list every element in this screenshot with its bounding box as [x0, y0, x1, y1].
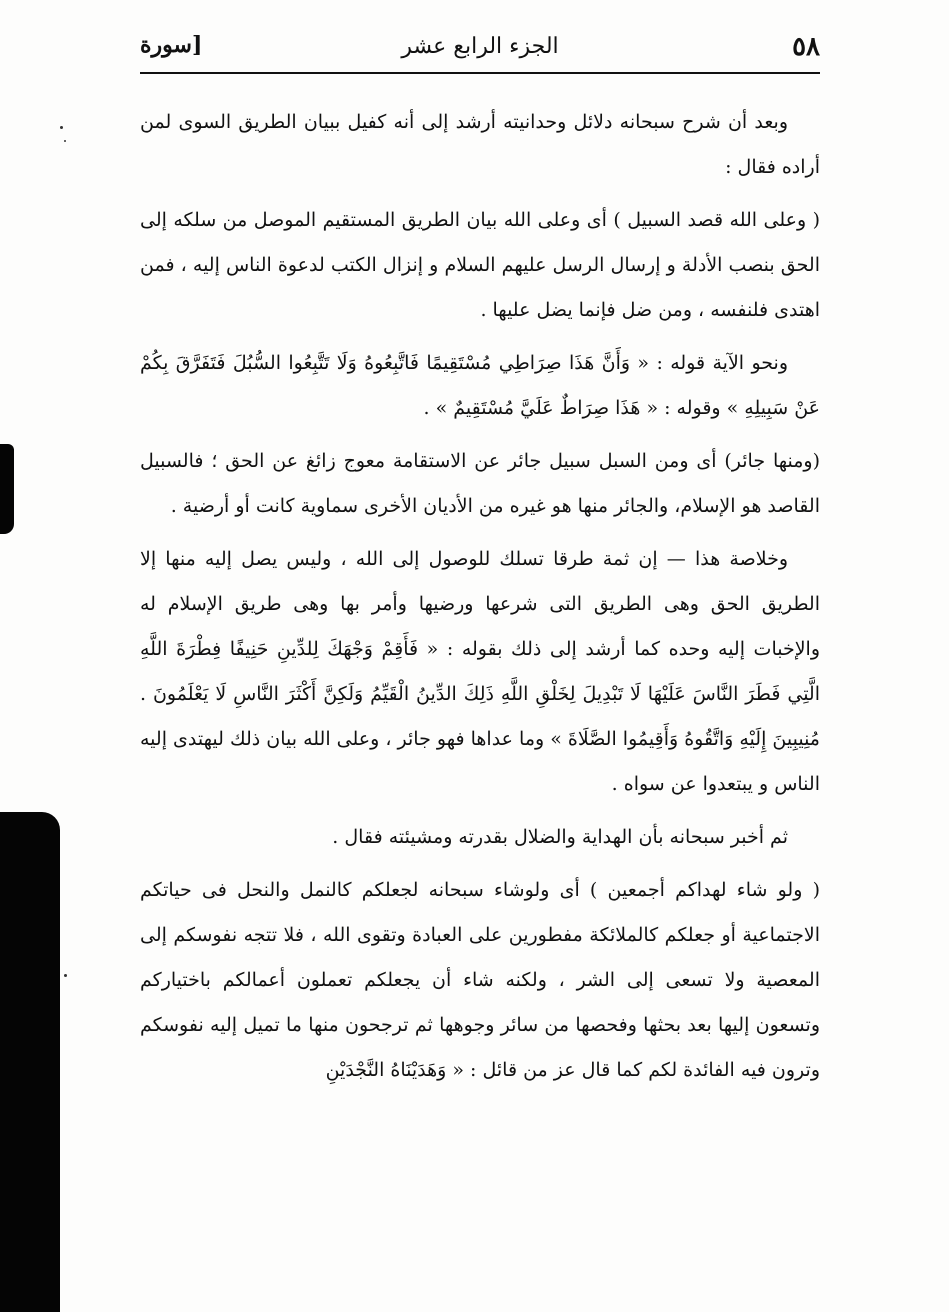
scan-shadow-bottom [0, 812, 60, 1312]
paragraph: (ومنها جائر) أى ومن السبل سبيل جائر عن الاستقامة معوج زائغ عن الحق ؛ فالسبيل القاصد هو الإسلام، والجائر منها هو غيره من الأديان الأخرى سماوية كانت أو أرضية . [140, 450, 820, 517]
paragraph: ونحو الآية قوله : « وَأَنَّ هَذَا صِرَاطِي مُسْتَقِيمًا فَاتَّبِعُوهُ وَلَا تَتَّبِعُوا السُّبُلَ فَتَفَرَّقَ بِكُمْ عَنْ سَبِيلِهِ » وقوله : « هَذَا صِرَاطٌ عَلَيَّ مُسْتَقِيمٌ » . [140, 352, 820, 419]
scan-speck [64, 974, 67, 977]
page-number: ٥٨ [792, 32, 820, 62]
page-header [140, 28, 820, 74]
paragraph: وبعد أن شرح سبحانه دلائل وحدانيته أرشد إلى أنه كفيل ببيان الطريق السوى لمن أراده فقال : [140, 111, 820, 178]
scan-speck [64, 140, 66, 142]
paragraph: ثم أخبر سبحانه بأن الهداية والضلال بقدرته ومشيئته فقال . [332, 826, 788, 848]
scan-speck [60, 126, 63, 129]
body-text [140, 100, 820, 1101]
header-rule [140, 72, 820, 74]
paragraph: وخلاصة هذا — إن ثمة طرقا تسلك للوصول إلى الله ، وليس يصل إليه منها إلا الطريق الحق وهى الطريق التى شرعها ورضيها وأمر بها وهى طريق الإسلام له والإخبات إليه وحده كما أرشد إلى ذلك بقوله : « فَأَقِمْ وَجْهَكَ لِلدِّينِ حَنِيفًا فِطْرَةَ اللَّهِ الَّتِي فَطَرَ النَّاسَ عَلَيْهَا لَا تَبْدِيلَ لِخَلْقِ اللَّهِ ذَلِكَ الدِّينُ الْقَيِّمُ وَلَكِنَّ أَكْثَرَ النَّاسِ لَا يَعْلَمُونَ . مُنِيبِينَ إِلَيْهِ وَاتَّقُوهُ وَأَقِيمُوا الصَّلَاةَ » وما عداها فهو جائر ، وعلى الله بيان ذلك ليهتدى إليه الناس و يبتعدوا عن سواه . [140, 548, 820, 795]
running-title: الجزء الرابع عشر [401, 34, 559, 59]
scan-shadow-top [0, 444, 14, 534]
paragraph: ( ولو شاء لهداكم أجمعين ) أى ولوشاء سبحانه لجعلكم كالنمل والنحل فى حياتكم الاجتماعية أو جعلكم كالملائكة مفطورين على العبادة وتقوى الله ، فلا تتجه نفوسكم إلى المعصية ولا تسعى إلى الشر ، ولكنه شاء أن يجعلكم تعملون أعمالكم باختياركم وتسعون إليها بعد بحثها وفحصها من سائر وجوهها ثم ترجحون منها ما تميل إليه نفوسكم وترون فيه الفائدة لكم كما قال عز من قائل : « وَهَدَيْنَاهُ النَّجْدَيْنِ [140, 879, 820, 1081]
paragraph: ( وعلى الله قصد السبيل ) أى وعلى الله بيان الطريق المستقيم الموصل من سلكه إلى الحق بنصب الأدلة و إرسال الرسل عليهم السلام و إنزال الكتب لدعوة الناس إليه ، فمن اهتدى فلنفسه ، ومن ضل فإنما يضل عليها . [140, 209, 820, 321]
surah-label: [سورة [140, 32, 203, 58]
